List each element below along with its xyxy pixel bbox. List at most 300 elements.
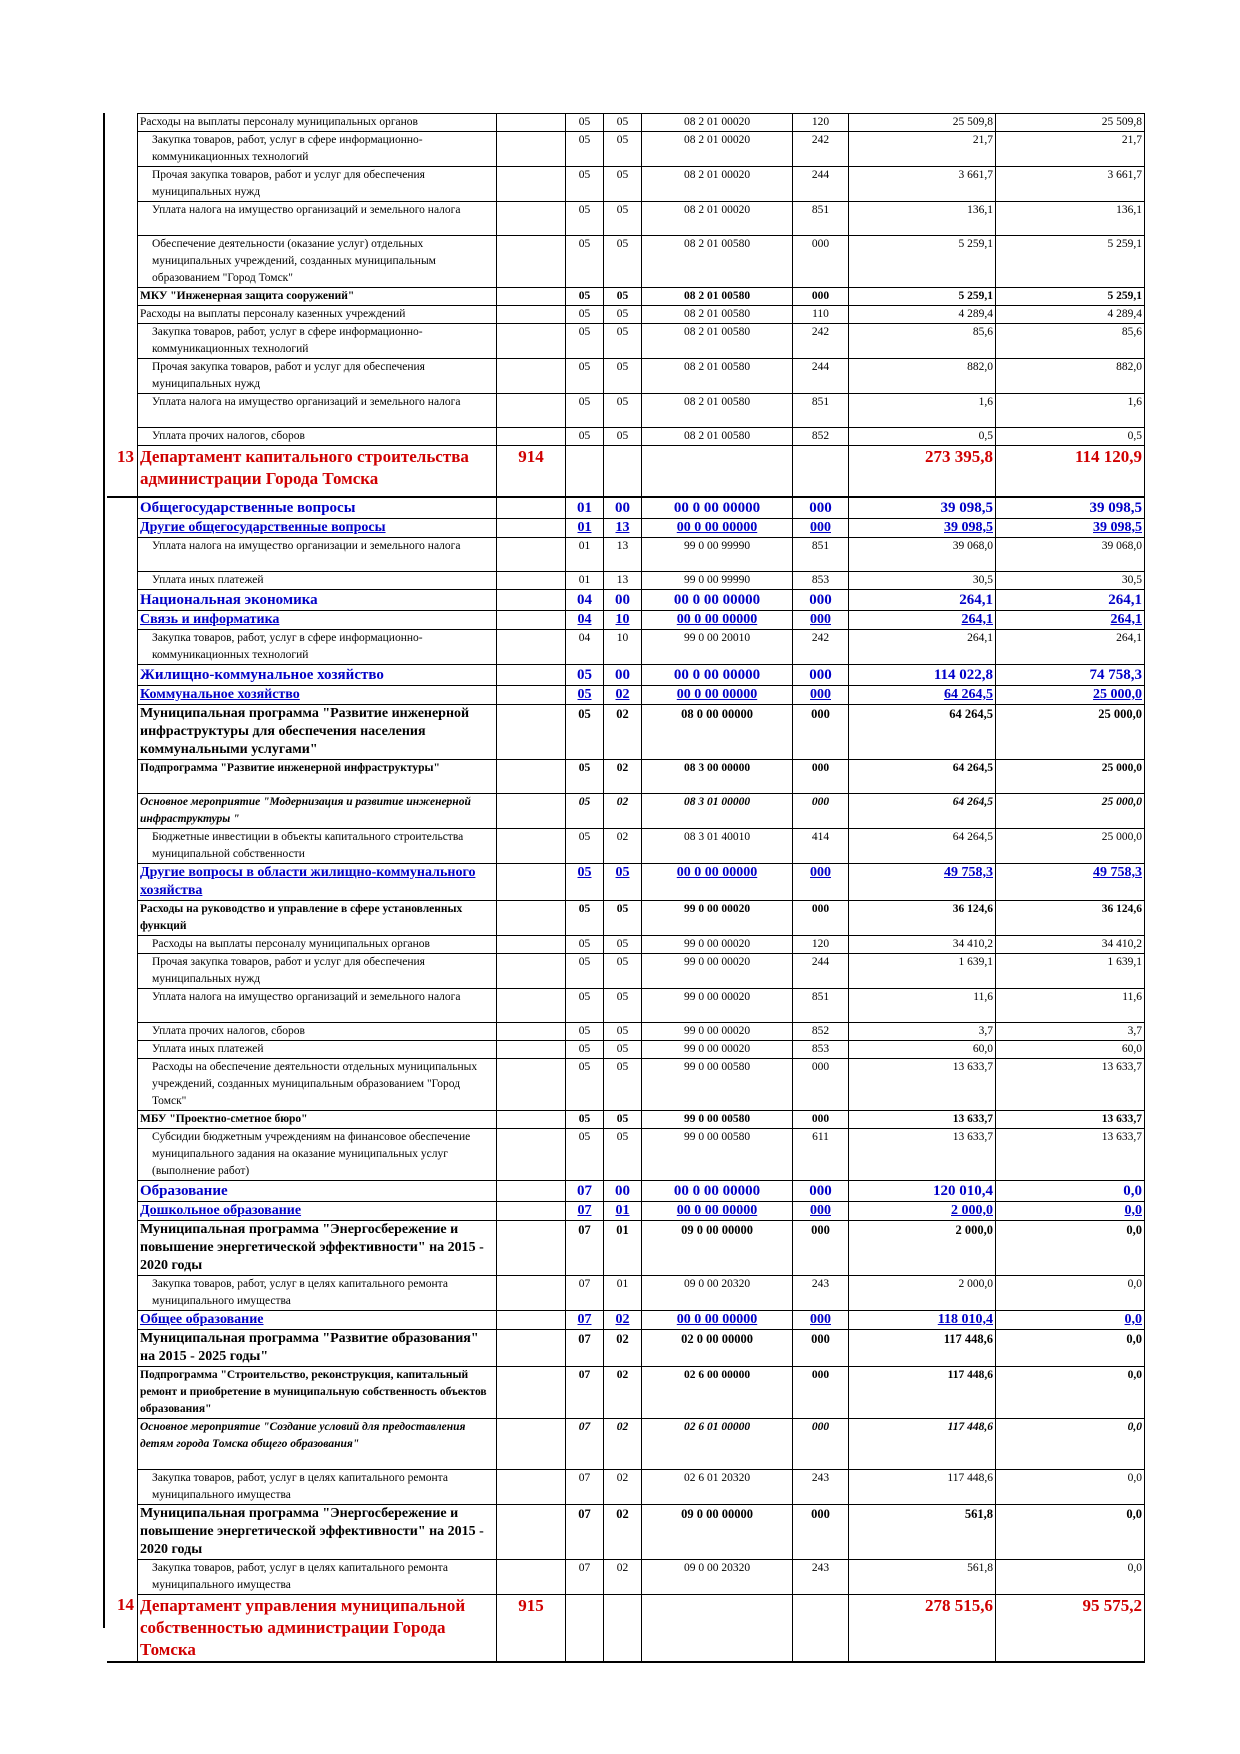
expense-type-cell: 852 [793, 428, 849, 446]
razdel-cell: 07 [566, 1180, 604, 1201]
amount-year2-cell: 264,1 [996, 629, 1145, 664]
razdel-cell: 05 [566, 359, 604, 394]
razdel-cell: 05 [566, 1022, 604, 1040]
amount-year1-cell: 561,8 [849, 1504, 996, 1559]
razdel-cell: 05 [566, 1128, 604, 1180]
row-number-cell [107, 288, 138, 306]
row-number-cell [107, 953, 138, 988]
razdel-cell: 04 [566, 629, 604, 664]
row-number-cell [107, 1022, 138, 1040]
expense-type-cell [793, 1594, 849, 1662]
target-item-cell: 08 2 01 00580 [642, 288, 793, 306]
grbs-code-cell [497, 288, 566, 306]
row-name-cell: МБУ "Проектно-сметное бюро" [138, 1110, 497, 1128]
amount-year1-cell: 2 000,0 [849, 1201, 996, 1220]
grbs-code-cell [497, 1128, 566, 1180]
table-row [107, 167, 1145, 202]
amount-year2-cell: 85,6 [996, 324, 1145, 359]
podrazdel-cell: 01 [604, 1201, 642, 1220]
target-item-cell [642, 1594, 793, 1662]
razdel-cell: 05 [566, 988, 604, 1022]
target-item-cell: 00 0 00 00000 [642, 664, 793, 685]
grbs-code-cell [497, 1040, 566, 1058]
row-name-cell: Связь и информатика [138, 610, 497, 629]
razdel-cell: 05 [566, 664, 604, 685]
grbs-code-cell: 915 [497, 1594, 566, 1662]
budget-table-sheet [107, 113, 1142, 1663]
row-number-cell [107, 1504, 138, 1559]
target-item-cell: 99 0 00 00580 [642, 1110, 793, 1128]
podrazdel-cell: 05 [604, 306, 642, 324]
expense-type-cell: 242 [793, 132, 849, 167]
podrazdel-cell: 05 [604, 324, 642, 359]
amount-year1-cell: 49 758,3 [849, 863, 996, 900]
amount-year1-cell: 64 264,5 [849, 793, 996, 828]
amount-year1-cell: 3,7 [849, 1022, 996, 1040]
amount-year1-cell: 117 448,6 [849, 1366, 996, 1418]
target-item-cell: 99 0 00 20010 [642, 629, 793, 664]
row-number-cell [107, 571, 138, 589]
amount-year1-cell: 882,0 [849, 359, 996, 394]
expense-type-cell: 853 [793, 1040, 849, 1058]
razdel-cell: 01 [566, 497, 604, 519]
grbs-code-cell [497, 793, 566, 828]
amount-year2-cell: 49 758,3 [996, 863, 1145, 900]
grbs-code-cell [497, 900, 566, 935]
grbs-code-cell [497, 537, 566, 571]
amount-year2-cell: 114 120,9 [996, 446, 1145, 497]
grbs-code-cell [497, 428, 566, 446]
podrazdel-cell: 05 [604, 953, 642, 988]
row-name-cell: Муниципальная программа "Энергосбережение и повышение энергетической эффективности" на 2015 - 2020 годы [138, 1504, 497, 1559]
row-number-cell [107, 428, 138, 446]
target-item-cell: 99 0 00 00020 [642, 988, 793, 1022]
target-item-cell: 02 0 00 00000 [642, 1329, 793, 1366]
razdel-cell: 01 [566, 537, 604, 571]
table-row [107, 610, 1145, 629]
amount-year1-cell: 273 395,8 [849, 446, 996, 497]
razdel-cell: 04 [566, 589, 604, 610]
amount-year1-cell: 117 448,6 [849, 1418, 996, 1469]
row-name-cell: Уплата налога на имущество организаций и земельного налога [138, 394, 497, 428]
podrazdel-cell: 05 [604, 1040, 642, 1058]
table-row [107, 497, 1145, 519]
podrazdel-cell: 05 [604, 935, 642, 953]
podrazdel-cell: 02 [604, 704, 642, 759]
expense-type-cell: 243 [793, 1559, 849, 1594]
table-row [107, 759, 1145, 793]
row-name-cell: Другие вопросы в области жилищно-коммунального хозяйства [138, 863, 497, 900]
razdel-cell: 05 [566, 394, 604, 428]
table-row [107, 1220, 1145, 1275]
row-name-cell: МКУ "Инженерная защита сооружений" [138, 288, 497, 306]
target-item-cell: 99 0 00 99990 [642, 571, 793, 589]
row-number-cell [107, 1110, 138, 1128]
target-item-cell: 99 0 00 00020 [642, 1022, 793, 1040]
target-item-cell: 08 2 01 00580 [642, 428, 793, 446]
row-name-cell: Закупка товаров, работ, услуг в сфере информационно-коммуникационных технологий [138, 132, 497, 167]
amount-year1-cell: 264,1 [849, 610, 996, 629]
row-name-cell: Департамент капитального строительства администрации Города Томска [138, 446, 497, 497]
grbs-code-cell [497, 394, 566, 428]
table-row [107, 394, 1145, 428]
expense-type-cell: 000 [793, 704, 849, 759]
table-row [107, 629, 1145, 664]
razdel-cell: 05 [566, 114, 604, 132]
row-name-cell: Уплата иных платежей [138, 571, 497, 589]
razdel-cell: 07 [566, 1469, 604, 1504]
podrazdel-cell: 10 [604, 629, 642, 664]
grbs-code-cell [497, 1201, 566, 1220]
table-row [107, 306, 1145, 324]
grbs-code-cell [497, 1329, 566, 1366]
podrazdel-cell: 05 [604, 1128, 642, 1180]
expense-type-cell: 000 [793, 793, 849, 828]
table-row [107, 589, 1145, 610]
row-number-cell [107, 589, 138, 610]
amount-year2-cell: 11,6 [996, 988, 1145, 1022]
target-item-cell: 02 6 00 00000 [642, 1366, 793, 1418]
expense-type-cell: 000 [793, 1201, 849, 1220]
grbs-code-cell: 914 [497, 446, 566, 497]
budget-table [107, 113, 1145, 1663]
grbs-code-cell [497, 324, 566, 359]
amount-year2-cell: 0,0 [996, 1418, 1145, 1469]
target-item-cell: 99 0 00 00020 [642, 1040, 793, 1058]
target-item-cell: 08 2 01 00020 [642, 114, 793, 132]
row-number-cell [107, 114, 138, 132]
grbs-code-cell [497, 1220, 566, 1275]
grbs-code-cell [497, 1275, 566, 1310]
razdel-cell: 07 [566, 1504, 604, 1559]
amount-year2-cell: 25 000,0 [996, 828, 1145, 863]
row-name-cell: Основное мероприятие "Модернизация и развитие инженерной инфраструктуры " [138, 793, 497, 828]
grbs-code-cell [497, 132, 566, 167]
row-name-cell: Жилищно-коммунальное хозяйство [138, 664, 497, 685]
razdel-cell: 05 [566, 953, 604, 988]
podrazdel-cell: 05 [604, 900, 642, 935]
target-item-cell: 02 6 01 00000 [642, 1418, 793, 1469]
podrazdel-cell: 00 [604, 664, 642, 685]
razdel-cell: 05 [566, 428, 604, 446]
target-item-cell: 99 0 00 00580 [642, 1058, 793, 1110]
amount-year1-cell: 64 264,5 [849, 704, 996, 759]
target-item-cell: 08 2 01 00020 [642, 167, 793, 202]
table-row [107, 518, 1145, 537]
amount-year2-cell: 25 000,0 [996, 685, 1145, 704]
amount-year2-cell: 0,0 [996, 1180, 1145, 1201]
row-number-cell [107, 828, 138, 863]
podrazdel-cell: 02 [604, 1329, 642, 1366]
razdel-cell: 05 [566, 935, 604, 953]
expense-type-cell: 000 [793, 1329, 849, 1366]
table-row [107, 664, 1145, 685]
grbs-code-cell [497, 359, 566, 394]
amount-year1-cell: 39 098,5 [849, 518, 996, 537]
row-name-cell: Муниципальная программа "Развитие образования" на 2015 - 2025 годы" [138, 1329, 497, 1366]
row-number-cell [107, 759, 138, 793]
podrazdel-cell: 05 [604, 288, 642, 306]
expense-type-cell: 244 [793, 359, 849, 394]
expense-type-cell: 243 [793, 1469, 849, 1504]
grbs-code-cell [497, 828, 566, 863]
row-name-cell: Уплата налога на имущество организаций и земельного налога [138, 202, 497, 236]
amount-year2-cell: 0,0 [996, 1504, 1145, 1559]
target-item-cell: 08 2 01 00580 [642, 236, 793, 288]
podrazdel-cell: 05 [604, 114, 642, 132]
target-item-cell: 99 0 00 00580 [642, 1128, 793, 1180]
amount-year2-cell: 39 098,5 [996, 497, 1145, 519]
row-name-cell: Подпрограмма "Строительство, реконструкция, капитальный ремонт и приобретение в муниципальную собственность объектов образования" [138, 1366, 497, 1418]
amount-year2-cell: 39 068,0 [996, 537, 1145, 571]
expense-type-cell: 000 [793, 1504, 849, 1559]
expense-type-cell: 000 [793, 236, 849, 288]
row-number-cell [107, 664, 138, 685]
razdel-cell: 01 [566, 518, 604, 537]
row-number-cell [107, 610, 138, 629]
expense-type-cell: 000 [793, 1180, 849, 1201]
expense-type-cell: 000 [793, 1310, 849, 1329]
row-number-cell: 14 [107, 1594, 138, 1662]
razdel-cell: 05 [566, 828, 604, 863]
podrazdel-cell: 01 [604, 1220, 642, 1275]
expense-type-cell: 120 [793, 114, 849, 132]
row-number-cell [107, 1366, 138, 1418]
amount-year2-cell: 1,6 [996, 394, 1145, 428]
amount-year1-cell: 36 124,6 [849, 900, 996, 935]
table-row [107, 793, 1145, 828]
row-name-cell: Общее образование [138, 1310, 497, 1329]
amount-year1-cell: 13 633,7 [849, 1128, 996, 1180]
grbs-code-cell [497, 497, 566, 519]
podrazdel-cell: 02 [604, 759, 642, 793]
table-row [107, 1128, 1145, 1180]
table-row [107, 900, 1145, 935]
podrazdel-cell: 10 [604, 610, 642, 629]
grbs-code-cell [497, 759, 566, 793]
razdel-cell: 01 [566, 571, 604, 589]
amount-year1-cell: 64 264,5 [849, 759, 996, 793]
target-item-cell: 99 0 00 99990 [642, 537, 793, 571]
amount-year1-cell: 278 515,6 [849, 1594, 996, 1662]
amount-year1-cell: 34 410,2 [849, 935, 996, 953]
razdel-cell: 04 [566, 610, 604, 629]
razdel-cell: 07 [566, 1559, 604, 1594]
amount-year2-cell: 0,0 [996, 1329, 1145, 1366]
podrazdel-cell: 05 [604, 1022, 642, 1040]
razdel-cell: 07 [566, 1220, 604, 1275]
podrazdel-cell: 13 [604, 571, 642, 589]
target-item-cell: 00 0 00 00000 [642, 863, 793, 900]
expense-type-cell: 853 [793, 571, 849, 589]
row-number-cell [107, 704, 138, 759]
amount-year2-cell: 34 410,2 [996, 935, 1145, 953]
grbs-code-cell [497, 1310, 566, 1329]
row-name-cell: Подпрограмма "Развитие инженерной инфраструктуры" [138, 759, 497, 793]
razdel-cell: 07 [566, 1310, 604, 1329]
table-row [107, 324, 1145, 359]
expense-type-cell: 000 [793, 1418, 849, 1469]
table-row [107, 428, 1145, 446]
podrazdel-cell: 00 [604, 589, 642, 610]
table-row [107, 1275, 1145, 1310]
expense-type-cell: 242 [793, 324, 849, 359]
podrazdel-cell: 05 [604, 132, 642, 167]
amount-year2-cell: 0,0 [996, 1275, 1145, 1310]
expense-type-cell: 000 [793, 497, 849, 519]
razdel-cell [566, 446, 604, 497]
table-row [107, 1040, 1145, 1058]
razdel-cell: 05 [566, 759, 604, 793]
row-name-cell: Закупка товаров, работ, услуг в сфере информационно-коммуникационных технологий [138, 629, 497, 664]
razdel-cell: 07 [566, 1418, 604, 1469]
expense-type-cell: 000 [793, 863, 849, 900]
razdel-cell: 07 [566, 1201, 604, 1220]
podrazdel-cell: 00 [604, 497, 642, 519]
row-name-cell: Закупка товаров, работ, услуг в сфере информационно-коммуникационных технологий [138, 324, 497, 359]
table-row [107, 988, 1145, 1022]
podrazdel-cell: 02 [604, 1310, 642, 1329]
amount-year1-cell: 1 639,1 [849, 953, 996, 988]
razdel-cell: 05 [566, 1058, 604, 1110]
razdel-cell: 05 [566, 685, 604, 704]
target-item-cell: 99 0 00 00020 [642, 953, 793, 988]
amount-year1-cell: 25 509,8 [849, 114, 996, 132]
amount-year1-cell: 85,6 [849, 324, 996, 359]
amount-year2-cell: 36 124,6 [996, 900, 1145, 935]
target-item-cell: 00 0 00 00000 [642, 610, 793, 629]
row-name-cell: Прочая закупка товаров, работ и услуг для обеспечения муниципальных нужд [138, 167, 497, 202]
razdel-cell: 05 [566, 900, 604, 935]
table-row [107, 828, 1145, 863]
grbs-code-cell [497, 704, 566, 759]
target-item-cell: 00 0 00 00000 [642, 685, 793, 704]
row-name-cell: Образование [138, 1180, 497, 1201]
target-item-cell: 00 0 00 00000 [642, 1201, 793, 1220]
grbs-code-cell [497, 1469, 566, 1504]
amount-year2-cell: 0,0 [996, 1201, 1145, 1220]
row-number-cell [107, 236, 138, 288]
amount-year1-cell: 64 264,5 [849, 828, 996, 863]
row-number-cell [107, 537, 138, 571]
amount-year2-cell: 0,0 [996, 1366, 1145, 1418]
amount-year1-cell: 3 661,7 [849, 167, 996, 202]
target-item-cell: 00 0 00 00000 [642, 497, 793, 519]
expense-type-cell: 611 [793, 1128, 849, 1180]
table-row [107, 1180, 1145, 1201]
amount-year2-cell: 30,5 [996, 571, 1145, 589]
amount-year1-cell: 2 000,0 [849, 1220, 996, 1275]
podrazdel-cell: 05 [604, 988, 642, 1022]
row-name-cell: Департамент управления муниципальной собственностью администрации Города Томска [138, 1594, 497, 1662]
razdel-cell: 05 [566, 202, 604, 236]
amount-year2-cell: 4 289,4 [996, 306, 1145, 324]
amount-year1-cell: 5 259,1 [849, 236, 996, 288]
amount-year1-cell: 39 098,5 [849, 497, 996, 519]
amount-year1-cell: 117 448,6 [849, 1469, 996, 1504]
expense-type-cell: 000 [793, 518, 849, 537]
table-row [107, 236, 1145, 288]
target-item-cell: 02 6 01 20320 [642, 1469, 793, 1504]
amount-year1-cell: 561,8 [849, 1559, 996, 1594]
amount-year2-cell: 0,0 [996, 1220, 1145, 1275]
razdel-cell: 05 [566, 1040, 604, 1058]
table-row [107, 1201, 1145, 1220]
podrazdel-cell: 05 [604, 359, 642, 394]
row-number-cell [107, 394, 138, 428]
expense-type-cell: 852 [793, 1022, 849, 1040]
grbs-code-cell [497, 236, 566, 288]
table-row [107, 704, 1145, 759]
table-row [107, 359, 1145, 394]
expense-type-cell: 000 [793, 900, 849, 935]
expense-type-cell: 000 [793, 1220, 849, 1275]
row-number-cell: 13 [107, 446, 138, 497]
grbs-code-cell [497, 610, 566, 629]
grbs-code-cell [497, 1366, 566, 1418]
row-name-cell: Расходы на выплаты персоналу муниципальных органов [138, 114, 497, 132]
row-number-cell [107, 685, 138, 704]
expense-type-cell: 000 [793, 664, 849, 685]
row-name-cell: Уплата прочих налогов, сборов [138, 428, 497, 446]
expense-type-cell: 851 [793, 394, 849, 428]
table-row [107, 953, 1145, 988]
row-number-cell [107, 988, 138, 1022]
target-item-cell: 00 0 00 00000 [642, 1310, 793, 1329]
amount-year2-cell: 0,0 [996, 1469, 1145, 1504]
row-number-cell [107, 1275, 138, 1310]
table-row [107, 1366, 1145, 1418]
grbs-code-cell [497, 1504, 566, 1559]
table-row [107, 863, 1145, 900]
budget-table-body [107, 114, 1145, 1662]
amount-year1-cell: 114 022,8 [849, 664, 996, 685]
amount-year2-cell: 13 633,7 [996, 1058, 1145, 1110]
grbs-code-cell [497, 1180, 566, 1201]
amount-year1-cell: 1,6 [849, 394, 996, 428]
amount-year2-cell: 0,5 [996, 428, 1145, 446]
expense-type-cell: 000 [793, 610, 849, 629]
grbs-code-cell [497, 202, 566, 236]
grbs-code-cell [497, 571, 566, 589]
target-item-cell: 08 3 01 00000 [642, 793, 793, 828]
razdel-cell: 05 [566, 704, 604, 759]
grbs-code-cell [497, 629, 566, 664]
row-name-cell: Национальная экономика [138, 589, 497, 610]
table-row [107, 1329, 1145, 1366]
grbs-code-cell [497, 1559, 566, 1594]
podrazdel-cell: 05 [604, 863, 642, 900]
amount-year2-cell: 25 000,0 [996, 759, 1145, 793]
razdel-cell: 05 [566, 324, 604, 359]
podrazdel-cell: 02 [604, 1469, 642, 1504]
amount-year1-cell: 11,6 [849, 988, 996, 1022]
row-number-cell [107, 359, 138, 394]
target-item-cell: 09 0 00 00000 [642, 1220, 793, 1275]
target-item-cell: 08 2 01 00020 [642, 132, 793, 167]
grbs-code-cell [497, 167, 566, 202]
expense-type-cell: 242 [793, 629, 849, 664]
amount-year1-cell: 120 010,4 [849, 1180, 996, 1201]
expense-type-cell: 851 [793, 202, 849, 236]
podrazdel-cell: 02 [604, 828, 642, 863]
table-row [107, 114, 1145, 132]
target-item-cell: 00 0 00 00000 [642, 589, 793, 610]
grbs-code-cell [497, 664, 566, 685]
amount-year1-cell: 118 010,4 [849, 1310, 996, 1329]
podrazdel-cell: 05 [604, 428, 642, 446]
row-name-cell: Прочая закупка товаров, работ и услуг для обеспечения муниципальных нужд [138, 359, 497, 394]
